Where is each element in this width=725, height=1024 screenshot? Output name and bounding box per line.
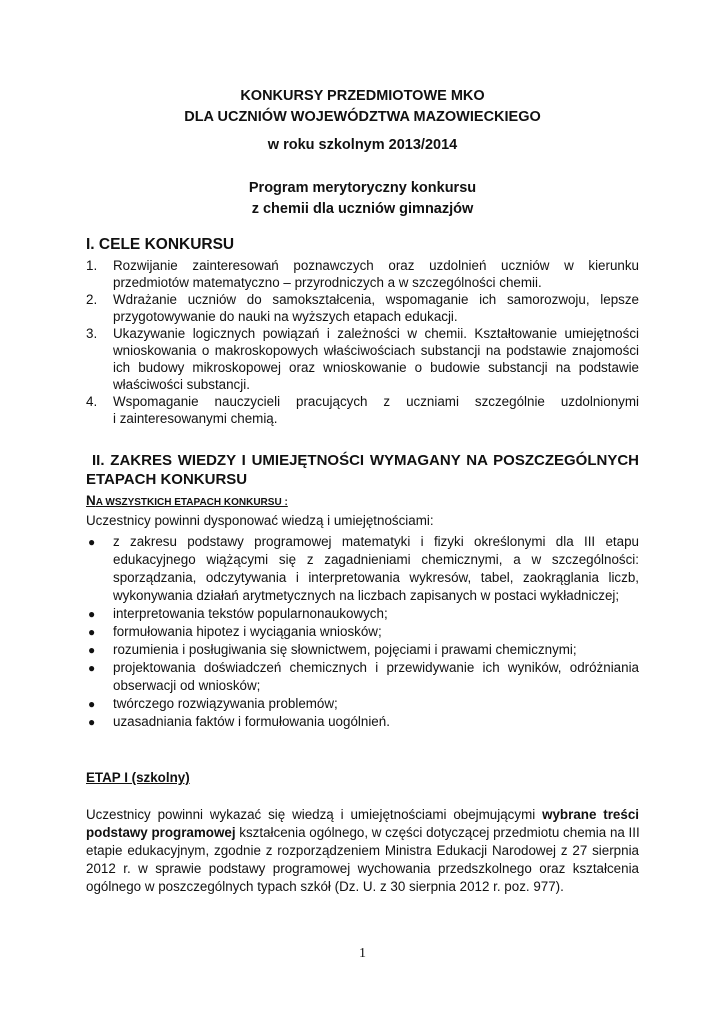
subheading-smallcaps: A WSZYSTKICH ETAPACH KONKURSU :: [95, 497, 288, 508]
etap-1-line-5: ogólnego w poszczególnych typach szkół (Dz. U. z 30 sierpnia 2012 r. poz. 977).: [86, 879, 564, 894]
skill-item: [86, 533, 639, 605]
etap-1-line-1: [86, 806, 639, 824]
program-subtitle: z chemii dla uczniów gimnazjów: [251, 201, 474, 217]
goal-number: 4.: [86, 394, 98, 409]
etap-1-bold-text: podstawy programowej: [86, 825, 236, 840]
goal-text-line: Wspomaganie nauczycieli pracujących z uczniami szczególnie uzdolnionymi: [113, 394, 639, 409]
bullet-icon: ●: [88, 697, 96, 711]
bullet-icon: ●: [88, 625, 96, 639]
skill-text-line: rozumienia i posługiwania się słownictwem, pojęciami i prawami chemicznymi;: [113, 642, 577, 657]
skill-item: [86, 695, 639, 713]
bullet-icon: ●: [88, 643, 96, 657]
etap-1-heading: ETAP I (szkolny): [86, 770, 190, 785]
header-school-year: w roku szkolnym 2013/2014: [267, 137, 458, 153]
goal-text-line: ich budowy mikroskopowej oraz wnioskowanie o budowie substancji na podstawie: [113, 360, 639, 375]
goal-text-line: Ukazywanie logicznych powiązań i zależności w chemii. Kształtowanie umiejętności: [113, 326, 639, 341]
skills-intro: [86, 512, 639, 530]
skill-text-line: obserwacji od wniosków;: [113, 678, 261, 693]
etap-1-bold-text: wybrane treści: [542, 807, 639, 822]
skill-text-line: interpretowania tekstów popularnonaukowych;: [113, 606, 388, 621]
goal-item: [86, 291, 639, 325]
program-title: Program merytoryczny konkursu: [248, 180, 477, 196]
etap-1-paragraph: [86, 806, 639, 896]
etap-1-line-3: etapie edukacyjnym, zgodnie z rozporządzeniem Ministra Edukacji Narodowej z 27 sierpnia: [86, 843, 639, 858]
section-2-heading: [86, 451, 639, 489]
skill-item: [86, 605, 639, 623]
skill-text-line: wykonywania działań arytmetycznych na liczbach zapisanych w postaci wykładniczej;: [113, 588, 620, 603]
header-line-2: DLA UCZNIÓW WOJEWÓDZTWA MAZOWIECKIEGO: [184, 109, 541, 125]
skill-text-line: formułowania hipotez i wyciągania wniosków;: [113, 624, 382, 639]
page-number: 1: [359, 946, 366, 961]
goal-item: [86, 325, 639, 393]
subheading-initial: N: [86, 493, 96, 508]
goal-item: [86, 257, 639, 291]
skill-text-line: sporządzania, odczytywania i interpretowania wykresów, tabel, zaokrąglania liczb,: [113, 570, 639, 585]
bullet-icon: ●: [88, 607, 96, 621]
goal-text-line: przedmiotów matematyczno – przyrodniczych a w szczególności chemii.: [113, 275, 542, 290]
skills-list: [86, 533, 639, 731]
goal-text-line: Wdrażanie uczniów do samokształcenia, wspomaganie ich samorozwoju, lepsze: [113, 292, 639, 307]
goal-text-line: przygotowywanie do nauki na wyższych etapach edukacji.: [113, 309, 458, 324]
bullet-icon: ●: [88, 535, 96, 549]
goal-text-line: wnioskowania o makroskopowych właściwościach substancji na podstawie znajomości: [113, 343, 639, 358]
etap-1-text: kształcenia ogólnego, w części dotyczącej przedmiotu chemia na III: [235, 825, 640, 840]
goal-text-line: i zainteresowanymi chemią.: [113, 411, 278, 426]
goal-item: [86, 393, 639, 427]
goal-number: 3.: [86, 326, 98, 341]
skill-item: [86, 659, 639, 695]
bullet-icon: ●: [88, 661, 96, 675]
skill-text-line: uzasadniania faktów i formułowania uogólnień.: [113, 714, 390, 729]
skill-text-line: edukacyjnego wiążącymi się z zagadnieniami chemicznymi, a w szczególności:: [113, 552, 639, 567]
goal-text-line: właściwości substancji.: [113, 377, 250, 392]
goal-number: 1.: [86, 258, 98, 273]
goal-number: 2.: [86, 292, 98, 307]
skill-item: [86, 623, 639, 641]
section-2-heading-line-2: ETAPACH KONKURSU: [86, 471, 248, 488]
section-1-heading: I. CELE KONKURSU: [86, 236, 235, 253]
etap-1-line-2: [86, 824, 639, 842]
section-2-heading-line-1: II. ZAKRES WIEDZY I UMIEJĘTNOŚCI WYMAGANY NA POSZCZEGÓLNYCH: [92, 452, 639, 469]
etap-1-line-4: 2012 r. w sprawie podstawy programowej wychowania przedszkolnego oraz kształcenia: [86, 861, 639, 876]
skill-text-line: z zakresu podstawy programowej matematyki i fizyki określonymi dla III etapu: [113, 534, 639, 549]
skill-text-line: twórczego rozwiązywania problemów;: [113, 696, 338, 711]
skill-text-line: projektowania doświadczeń chemicznych i przewidywanie ich wyników, odróżniania: [113, 660, 639, 675]
goal-text-line: Rozwijanie zainteresowań poznawczych oraz uzdolnień uczniów w kierunku: [113, 258, 639, 273]
header-line-1: KONKURSY PRZEDMIOTOWE MKO: [240, 88, 485, 104]
goals-list: [86, 257, 639, 427]
skills-intro-text: Uczestnicy powinni dysponować wiedzą i umiejętnościami:: [86, 513, 434, 528]
all-stages-subheading: [86, 493, 288, 508]
etap-1-text: Uczestnicy powinni wykazać się wiedzą i umiejętnościami obejmującymi: [86, 807, 543, 822]
bullet-icon: ●: [88, 715, 96, 729]
skill-item: [86, 641, 639, 659]
skill-item: [86, 713, 639, 731]
